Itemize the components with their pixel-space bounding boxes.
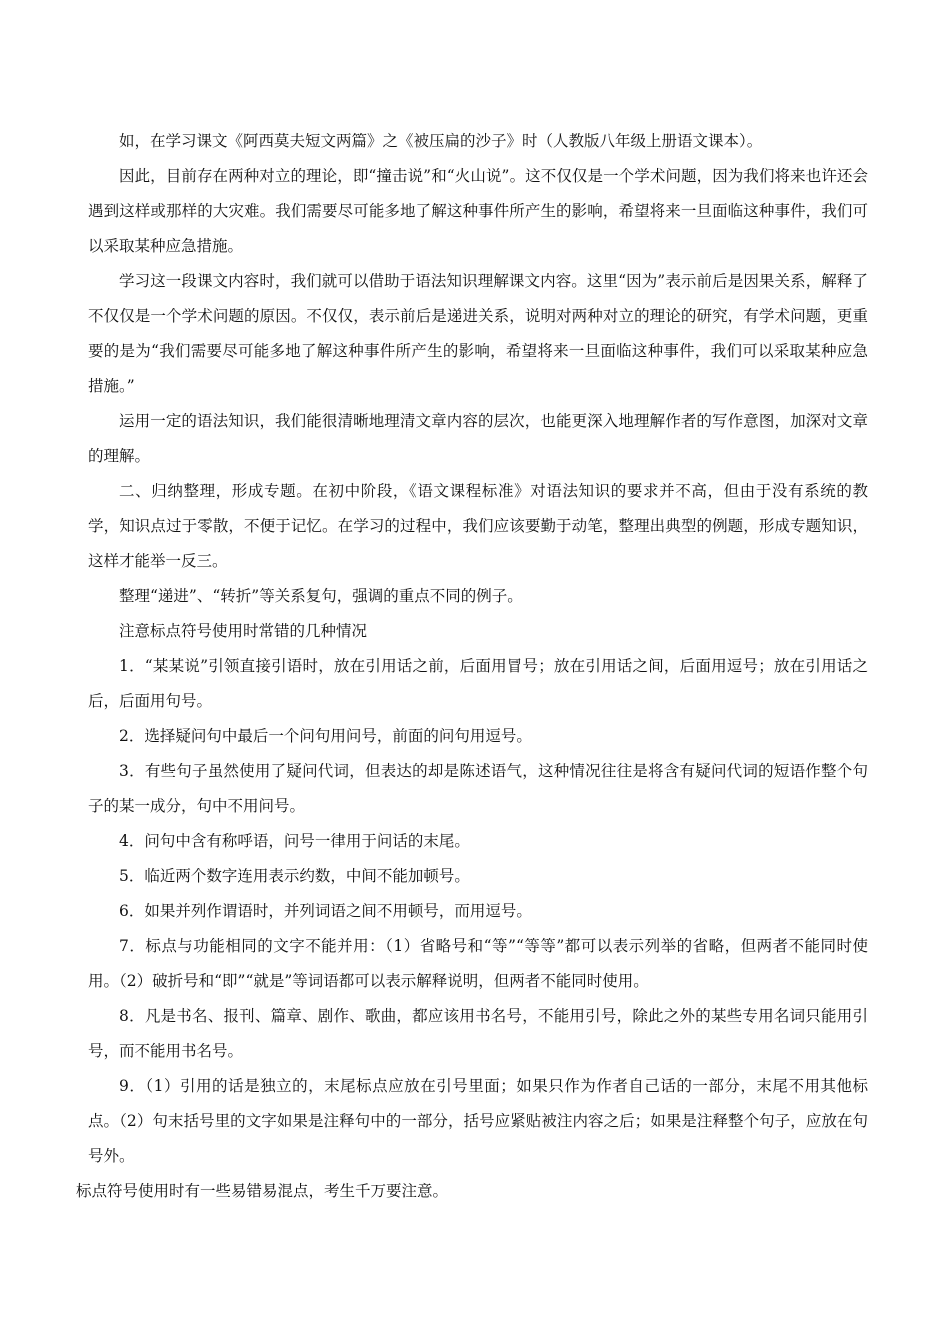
list-item-7: 7．标点与功能相同的文字不能并用：（1）省略号和“等”“等等”都可以表示列举的省略，但两者不能同时使用。（2）破折号和“即”“就是”等词语都可以表示解释说明，但两者不能同时使用。 [88, 937, 868, 990]
list-item-8: 8．凡是书名、报刊、篇章、剧作、歌曲，都应该用书名号，不能用引号，除此之外的某些专用名词只能用引号，而不能用书名号。 [88, 1007, 868, 1060]
list-item-3: 3．有些句子虽然使用了疑问代词，但表达的却是陈述语气，这种情况往往是将含有疑问代词的短语作整个句子的某一成分，句中不用问号。 [88, 762, 868, 815]
list-item-4: 4．问句中含有称呼语，问号一律用于问话的末尾。 [119, 832, 470, 850]
paragraph-section-two: 二、归纳整理，形成专题。在初中阶段，《语文课程标准》对语法知识的要求并不高，但由于没有系统的教学，知识点过于零散，不便于记忆。在学习的过程中，我们应该要勤于动笔，整理出典型的例题，形成专题知识，这样才能举一反三。 [88, 482, 868, 570]
paragraph-quote: 因此，目前存在两种对立的理论，即“撞击说”和“火山说”。这不仅仅是一个学术问题，因为我们将来也许还会遇到这样或那样的大灾难。我们需要尽可能多地了解这种事件所产生的影响，希望将来一旦面临这种事件，我们可以采取某种应急措施。 [88, 167, 868, 255]
list-item-1: 1．“某某说”引领直接引语时，放在引用话之前，后面用冒号；放在引用话之间，后面用逗号；放在引用话之后，后面用句号。 [88, 657, 868, 710]
list-item-9: 9．（1）引用的话是独立的，末尾标点应放在引号里面；如果只作为作者自己话的一部分，末尾不用其他标点。（2）句末括号里的文字如果是注释句中的一部分，括号应紧贴被注内容之后；如果是注释整个句子，应放在句号外。 [88, 1077, 868, 1165]
list-item-5: 5．临近两个数字连用表示约数，中间不能加顿号。 [119, 867, 470, 885]
list-item-6: 6．如果并列作谓语时，并列词语之间不用顿号，而用逗号。 [119, 902, 532, 920]
paragraph-punctuation-heading: 注意标点符号使用时常错的几种情况 [119, 622, 368, 640]
closing-line: 标点符号使用时有一些易错易混点，考生千万要注意。 [76, 1182, 449, 1200]
document-body [76, 124, 868, 1209]
paragraph-intro: 如，在学习课文《阿西莫夫短文两篇》之《被压扁的沙子》时（人教版八年级上册语文课本）。 [119, 132, 763, 150]
paragraph-organize: 整理“递进”、“转折”等关系复句，强调的重点不同的例子。 [119, 587, 523, 605]
paragraph-grammar-use: 运用一定的语法知识，我们能很清晰地理清文章内容的层次，也能更深入地理解作者的写作意图，加深对文章的理解。 [88, 412, 868, 465]
list-item-2: 2．选择疑问句中最后一个问句用问号，前面的问句用逗号。 [119, 727, 532, 745]
paragraph-analysis: 学习这一段课文内容时，我们就可以借助于语法知识理解课文内容。这里“因为”表示前后是因果关系，解释了不仅仅是一个学术问题的原因。不仅仅，表示前后是递进关系，说明对两种对立的理论的研究，有学术问题，更重要的是为“我们需要尽可能多地了解这种事件所产生的影响，希望将来一旦面临这种事件，我们可以采取某种应急措施。” [88, 272, 868, 395]
